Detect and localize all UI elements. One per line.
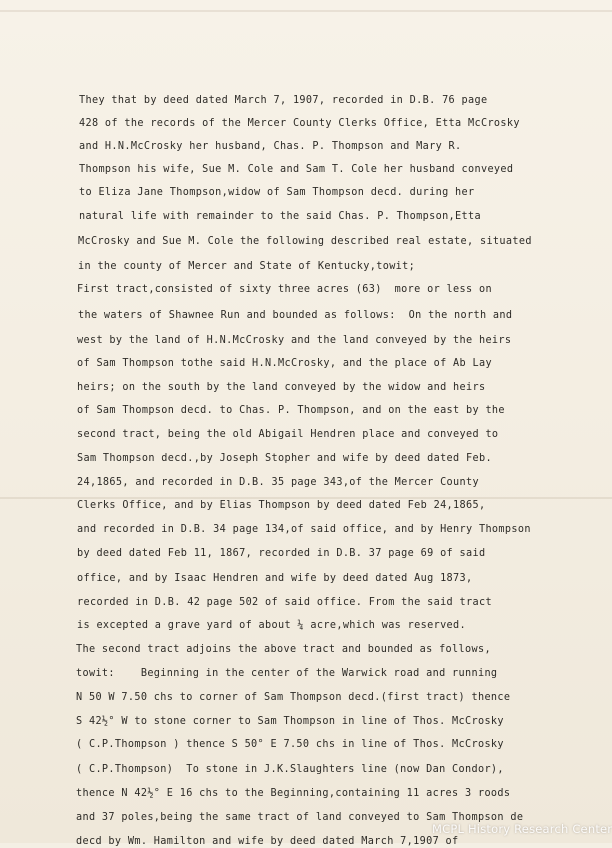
watermark-label: MCPL History Research Center: [432, 822, 612, 836]
text-line: The second tract adjoins the above tract and bounded as follows,: [76, 644, 491, 655]
text-line: Clerks Office, and by Elias Thompson by deed dated Feb 24,1865,: [77, 500, 486, 511]
text-line: ( C.P.Thompson) To stone in J.K.Slaughters line (now Dan Condor),: [76, 764, 504, 775]
text-line: natural life with remainder to the said Chas. P. Thompson,Etta: [79, 211, 481, 222]
text-line: recorded in D.B. 42 page 502 of said office. From the said tract: [77, 597, 492, 608]
text-line: First tract,consisted of sixty three acres (63) more or less on: [77, 284, 492, 295]
text-line: 428 of the records of the Mercer County Clerks Office, Etta McCrosky: [79, 118, 520, 129]
text-line: decd by Wm. Hamilton and wife by deed dated March 7,1907 of: [76, 836, 459, 847]
text-line: office, and by Isaac Hendren and wife by deed dated Aug 1873,: [77, 573, 473, 584]
text-line: in the county of Mercer and State of Kentucky,towit;: [78, 261, 416, 272]
text-line: heirs; on the south by the land conveyed by the widow and heirs: [77, 382, 486, 393]
text-line: They that by deed dated March 7, 1907, recorded in D.B. 76 page: [79, 95, 488, 106]
text-line: ( C.P.Thompson ) thence S 50° E 7.50 chs in line of Thos. McCrosky: [76, 739, 504, 750]
text-line: N 50 W 7.50 chs to corner of Sam Thompson decd.(first tract) thence: [76, 692, 511, 703]
text-line: to Eliza Jane Thompson,widow of Sam Thompson decd. during her: [79, 187, 475, 198]
text-line: thence N 42½° E 16 chs to the Beginning,containing 11 acres 3 roods: [76, 788, 511, 799]
text-line: and 37 poles,being the same tract of land conveyed to Sam Thompson de: [76, 812, 524, 823]
text-line: and recorded in D.B. 34 page 134,of said office, and by Henry Thompson: [77, 524, 531, 535]
text-line: McCrosky and Sue M. Cole the following described real estate, situated: [78, 236, 532, 247]
text-line: the waters of Shawnee Run and bounded as follows: On the north and: [78, 310, 513, 321]
text-line: of Sam Thompson tothe said H.N.McCrosky, and the place of Ab Lay: [77, 358, 492, 369]
text-line: second tract, being the old Abigail Hendren place and conveyed to: [77, 429, 499, 440]
text-line: by deed dated Feb 11, 1867, recorded in D.B. 37 page 69 of said: [77, 548, 486, 559]
text-line: west by the land of H.N.McCrosky and the land conveyed by the heirs: [77, 335, 512, 346]
text-line: is excepted a grave yard of about ¼ acre,which was reserved.: [77, 620, 467, 631]
text-line: S 42½° W to stone corner to Sam Thompson in line of Thos. McCrosky: [76, 716, 504, 727]
text-line: 24,1865, and recorded in D.B. 35 page 343,of the Mercer County: [77, 477, 479, 488]
text-line: towit: Beginning in the center of the Warwick road and running: [76, 668, 498, 679]
text-line: Thompson his wife, Sue M. Cole and Sam T. Cole her husband conveyed: [79, 164, 514, 175]
text-line: and H.N.McCrosky her husband, Chas. P. Thompson and Mary R.: [79, 141, 462, 152]
text-line: Sam Thompson decd.,by Joseph Stopher and wife by deed dated Feb.: [77, 453, 492, 464]
text-line: of Sam Thompson decd. to Chas. P. Thompson, and on the east by the: [77, 405, 505, 416]
